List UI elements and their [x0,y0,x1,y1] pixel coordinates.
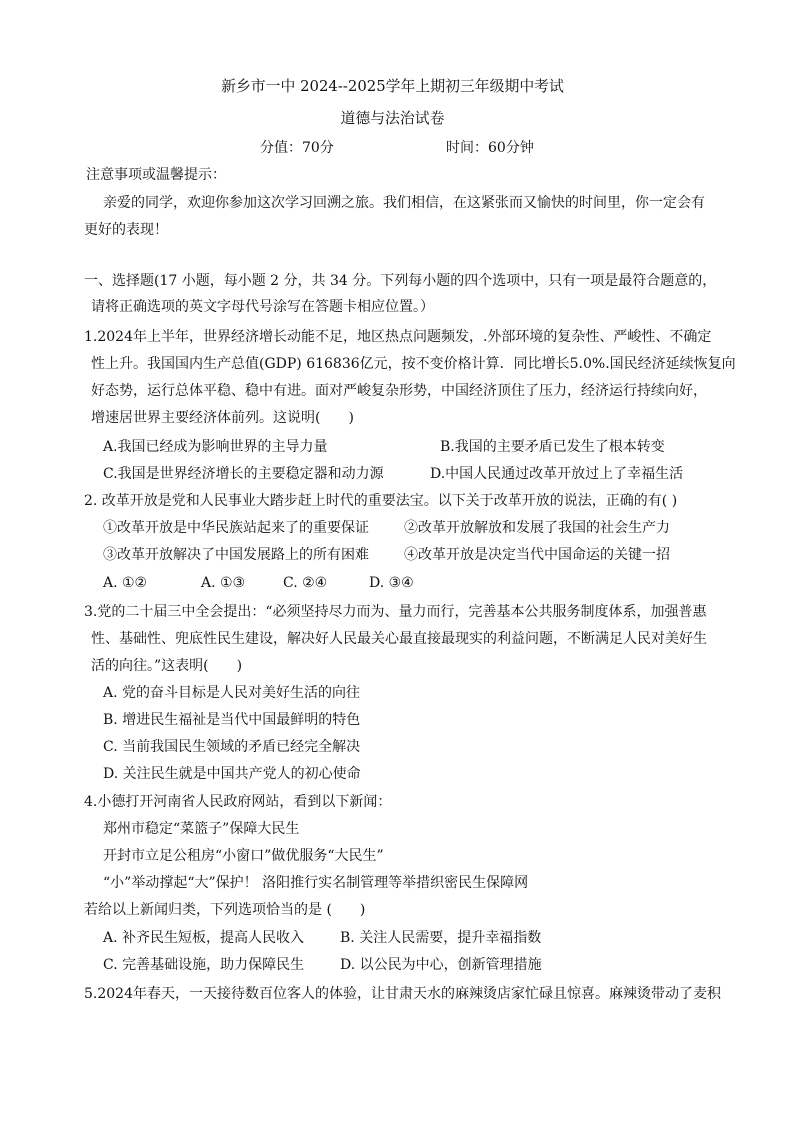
section-heading-line-2: 请将正确选项的英文字母代号涂写在答题卡相应位置。） [91,299,434,315]
notice-line-1: 亲爱的同学，欢迎你参加这次学习回溯之旅。我们相信，在这紧张而又愉快的时间里，你一定会有 [103,195,705,211]
q2-option-b: A. ①③ [201,575,246,591]
exam-score: 分值：70分 [260,140,334,156]
q4-news-1: 郑州市稳定“菜篮子”保障大民生 [103,821,300,837]
q2-statement-3: ③改革开放解决了中国发展路上的所有困难 [103,547,369,563]
q1-option-a: A.我国已经成为影响世界的主导力量 [103,439,328,455]
q2-statement-1: ①改革开放是中华民族站起来了的重要保证 [103,520,369,536]
q1-option-c: C.我国是世界经济增长的主要稳定器和动力源 [103,466,384,482]
q4-option-b: B. 关注人民需要，提升幸福指数 [340,930,542,946]
q3-stem-line-1: 3.党的二十届三中全会提出：“必须坚持尽力而为、量力而行，完善基本公共服务制度体系，加强普惠 [84,604,707,620]
q1-option-d: D.中国人民通过改革开放过上了幸福生活 [430,466,684,482]
q1-option-b: B.我国的主要矛盾已发生了根本转变 [440,439,665,455]
q4-option-c: C. 完善基础设施，助力保障民生 [103,957,305,973]
q4-stem: 4.小德打开河南省人民政府网站，看到以下新闻： [84,794,392,810]
q3-option-b: B. 增进民生福祉是当代中国最鲜明的特色 [103,712,361,728]
q2-statement-4: ④改革开放是决定当代中国命运的关键一招 [404,547,670,563]
q1-stem-line-3: 好态势，运行总体平稳、稳中有进。面对严峻复杂形势，中国经济顶住了压力，经济运行持续向好， [91,383,707,399]
q1-stem-line-4: 增速居世界主要经济体前列。这说明( ) [91,410,354,426]
q3-option-a: A. 党的奋斗目标是人民对美好生活的向往 [103,685,361,701]
q2-options-row [103,573,414,593]
q2-stem: 2. 改革开放是党和人民事业大踏步赶上时代的重要法宝。以下关于改革开放的说法，正确的有( ) [84,493,678,509]
q3-stem-line-2: 性、基础性、兜底性民生建设，解决好人民最关心最直接最现实的利益问题，不断满足人民对美好生 [91,631,707,647]
q2-option-c: C. ②④ [283,575,328,591]
q4-option-a: A. 补齐民生短板，提高人民收入 [103,930,305,946]
q2-statement-2: ②改革开放解放和发展了我国的社会生产力 [404,520,670,536]
notice-label: 注意事项或温馨提示： [86,167,226,183]
section-heading-line-1: 一、选择题(17 小题，每小题 2 分，共 34 分。下列每小题的四个选项中，只有一项是最符合题意的， [84,273,717,289]
q4-news-2: 开封市立足公租房“小窗口”做优服务“大民生” [103,848,384,864]
q2-option-d: D. ③④ [369,575,414,591]
exam-title: 新乡市一中 2024--2025学年上期初三年级期中考试 [221,77,564,95]
q4-news-3: “小”举动撑起“大”保护！ 洛阳推行实名制管理等举措织密民生保障网 [103,875,529,891]
q1-stem-line-2: 性上升。我国国内生产总值(GDP) 616836亿元，按不变价格计算．同比增长5.0%.国民经济延续恢复向 [91,356,736,372]
q4-option-d: D. 以公民为中心，创新管理措施 [340,957,542,973]
q5-stem-line-1: 5.2024年春天，一天接待数百位客人的体验，让甘肃天水的麻辣烫店家忙碌且惊喜。麻辣烫带动了麦积 [84,986,721,1002]
q3-stem-line-3: 活的向往。”这表明( ) [91,658,243,674]
exam-time: 时间：60分钟 [446,140,534,156]
q4-question: 若给以上新闻归类，下列选项恰当的是 ( ) [84,902,366,918]
q1-stem-line-1: 1.2024年上半年，世界经济增长动能不足，地区热点问题频发，.外部环境的复杂性、严峻性、不确定 [84,329,712,345]
exam-subject: 道德与法治试卷 [340,109,445,127]
q2-option-a: A. ①② [103,575,148,591]
q3-option-c: C. 当前我国民生领域的矛盾已经完全解决 [103,739,361,755]
notice-line-2: 更好的表现！ [84,222,168,238]
q3-option-d: D. 关注民生就是中国共产党人的初心使命 [103,766,361,782]
